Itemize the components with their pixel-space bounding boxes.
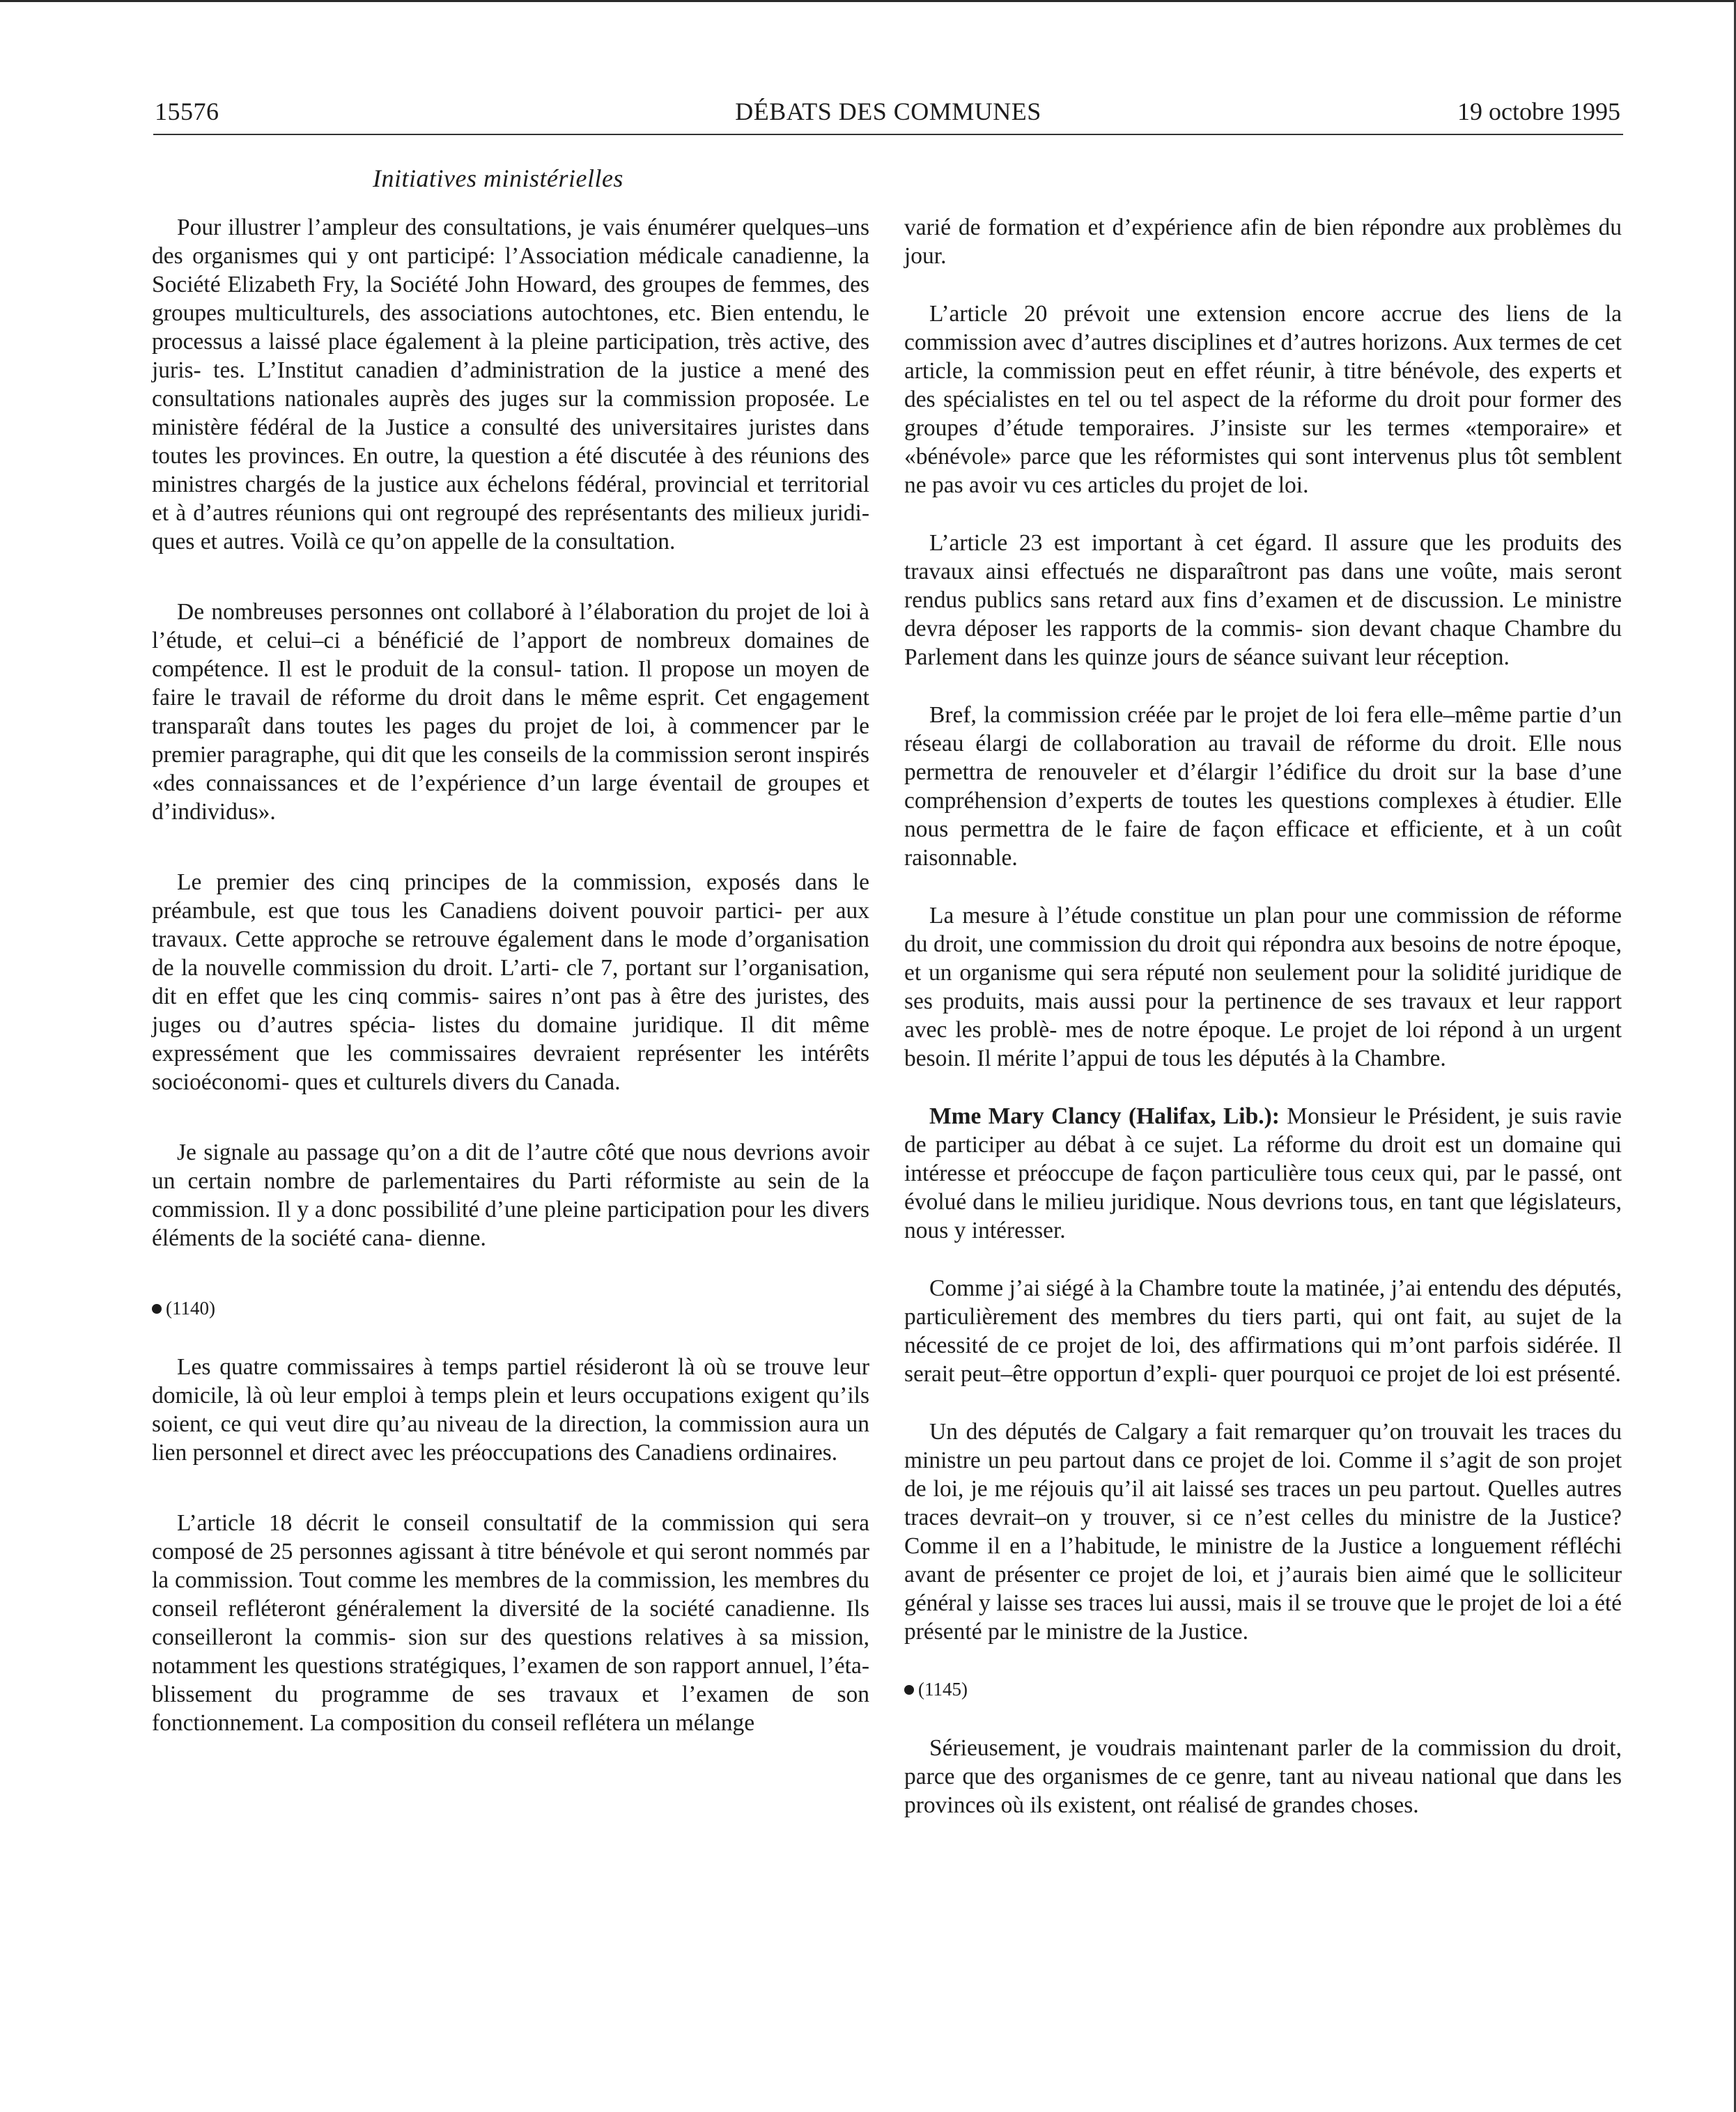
paragraph: L’article 18 décrit le conseil consultatif de la commission qui sera composé de 25 personnes agissant à titre bénévole et qui seront nommés par la commission. Tout comme les membres de la commission, les membres du conseil refléteront généralement la diversité de la société canadienne. Ils conseilleront la commis- sion sur des questions relatives à sa mission, notamment les questions stratégiques, l’examen de son rapport annuel, l’éta- blissement du programme de ses travaux et l’examen de son fonctionnement. La composition du conseil reflétera un mélange <box>152 1510 869 1736</box>
left-column <box>152 213 869 1767</box>
publication-date: 19 octobre 1995 <box>1457 98 1620 125</box>
paragraph: Les quatre commissaires à temps partiel résideront là où se trouve leur domicile, là où leur emploi à temps plein et leurs occupations exigent qu’ils soient, ce qui veut dire qu’au niveau de la direction, la commission aura un lien personnel et direct avec les préoccupations des Canadiens ordinaires. <box>152 1354 869 1466</box>
paragraph: Je signale au passage qu’on a dit de l’autre côté que nous devrions avoir un certain nombre de parlementaires du Parti réformiste au sein de la commission. Il y a donc possibilité d’une pleine participation pour les divers éléments de la société cana- dienne. <box>152 1140 869 1251</box>
paragraph: Un des députés de Calgary a fait remarquer qu’on trouvait les traces du ministre un peu partout dans ce projet de loi. Comme il s’agit de son projet de loi, je me réjouis qu’il ait laissé ses traces un peu partout. Quelles autres traces devrait–on y trouver, si ce n’est celles du ministre de la Justice? Comme il en a l’habitude, le ministre de la Justice a longuement réfléchi avant de présenter ce projet de loi, et j’aurais bien aimé que le solliciteur général y laisse ses traces lui aussi, mais il se trouve que le projet de loi a été présenté par le ministre de la Justice. <box>904 1419 1622 1645</box>
right-column <box>904 213 1622 1849</box>
page-header <box>153 89 1623 135</box>
publication-title: DÉBATS DES COMMUNES <box>735 98 1041 125</box>
bullet-icon <box>904 1685 914 1695</box>
bullet-icon <box>152 1304 162 1314</box>
section-title: Initiatives ministérielles <box>373 164 623 192</box>
paragraph: Bref, la commission créée par le projet de loi fera elle–même partie d’un réseau élargi de collaboration au travail de réforme du droit. Elle nous permettra de renouveler et d’élargir l’édifice du droit sur la base d’une compréhension d’experts de toutes les questions complexes à étudier. Elle nous permettra de le faire de façon efficace et efficiente, et à un coût raisonnable. <box>904 702 1622 871</box>
page-number: 15576 <box>155 98 219 125</box>
speech-text: Monsieur le Président, je suis ravie de participer au débat à ce sujet. La réforme du droit est un domaine qui intéresse et préoccupe de façon particulière tous ceux qui, par le passé, ont évolué dans le milieu juridique. Nous devrions tous, en tant que législateurs, nous y intéresser. <box>904 1103 1622 1243</box>
paragraph: L’article 20 prévoit une extension encore accrue des liens de la commission avec d’autres disciplines et d’autres horizons. Aux termes de cet article, la commission peut en effet réunir, à titre bénévole, des experts et des spécialistes en tel ou tel aspect de la réforme du droit pour former des groupes d’étude temporaires. J’insiste sur les termes «temporaire» et «bénévole» parce que les réformistes qui sont intervenus plus tôt semblent ne pas avoir vu ces articles du projet de loi. <box>904 301 1622 498</box>
paragraph: Comme j’ai siégé à la Chambre toute la matinée, j’ai entendu des députés, particulièrement des membres du tiers parti, qui ont fait, au sujet de la nécessité de ce projet de loi, des affirmations qui m’ont parfois sidérée. Il serait peut–être opportun d’expli- quer pourquoi ce projet de loi est présenté. <box>904 1275 1622 1387</box>
speech-paragraph <box>904 1102 1622 1245</box>
time-marker-text: (1145) <box>918 1679 968 1700</box>
paragraph: La mesure à l’étude constitue un plan pour une commission de réforme du droit, une commission du droit qui répondra aux besoins de notre époque, et un organisme qui sera réputé non seulement pour la solidité juridique de ses produits, mais aussi pour la pertinence de ses travaux et leur rapport avec les problè- mes de notre époque. Le projet de loi répond à un urgent besoin. Il mérite l’appui de tous les députés à la Chambre. <box>904 903 1622 1071</box>
paragraph-continued: varié de formation et d’expérience afin de bien répondre aux problèmes du jour. <box>904 215 1622 269</box>
paragraph: Pour illustrer l’ampleur des consultations, je vais énumérer quelques–uns des organismes qui y ont participé: l’Association médicale canadienne, la Société Elizabeth Fry, la Société John Howard, des groupes de femmes, des groupes multiculturels, des associations autochtones, etc. Bien entendu, le processus a laissé place également à la pleine participation, très active, des juris- tes. L’Institut canadien d’administration de la justice a mené des consultations nationales auprès des juges sur la commission proposée. Le ministère fédéral de la Justice a consulté des universitaires juristes dans toutes les provinces. En outre, la question a été discutée à des réunions des ministres chargés de la justice aux échelons fédéral, provincial et territorial et à d’autres réunions qui ont regroupé des représentants des milieux juridi- ques et autres. Voilà ce qu’on appelle de la consultation. <box>152 215 869 554</box>
time-marker <box>152 1294 869 1322</box>
paragraph: Le premier des cinq principes de la commission, exposés dans le préambule, est que tous les Canadiens doivent pouvoir partici- per aux travaux. Cette approche se retrouve également dans le mode d’organisation de la nouvelle commission du droit. L’arti- cle 7, portant sur l’organisation, dit en effet que les cinq commis- saires n’ont pas à être des juristes, des juges ou d’autres spécia- listes du domaine juridique. Il dit même expressément que les commissaires devraient représenter les intérêts socioéconomi- ques et culturels divers du Canada. <box>152 869 869 1095</box>
time-marker <box>904 1675 1622 1703</box>
paragraph: L’article 23 est important à cet égard. Il assure que les produits des travaux ainsi effectués ne disparaîtront pas dans une voûte, mais seront rendus publics sans retard aux fins d’examen et de discussion. Le ministre devra déposer les rapports de la commis- sion devant chaque Chambre du Parlement dans les quinze jours de séance suivant leur réception. <box>904 530 1622 670</box>
speaker-name: Mme Mary Clancy (Halifax, Lib.): <box>929 1103 1280 1129</box>
time-marker-text: (1140) <box>166 1298 215 1319</box>
paragraph: De nombreuses personnes ont collaboré à l’élaboration du projet de loi à l’étude, et celui–ci a bénéficié de l’apport de nombreux domaines de compétence. Il est le produit de la consul- tation. Il propose un moyen de faire le travail de réforme du droit dans le même esprit. Cet engagement transparaît dans toutes les pages du projet de loi, à commencer par le premier paragraphe, qui dit que les conseils de la commission seront inspirés «des connaissances et de l’expérience d’un large éventail de groupes et d’individus». <box>152 599 869 825</box>
paragraph: Sérieusement, je voudrais maintenant parler de la commission du droit, parce que des organismes de ce genre, tant au niveau national que dans les provinces où ils existent, ont réalisé de grandes choses. <box>904 1735 1622 1818</box>
